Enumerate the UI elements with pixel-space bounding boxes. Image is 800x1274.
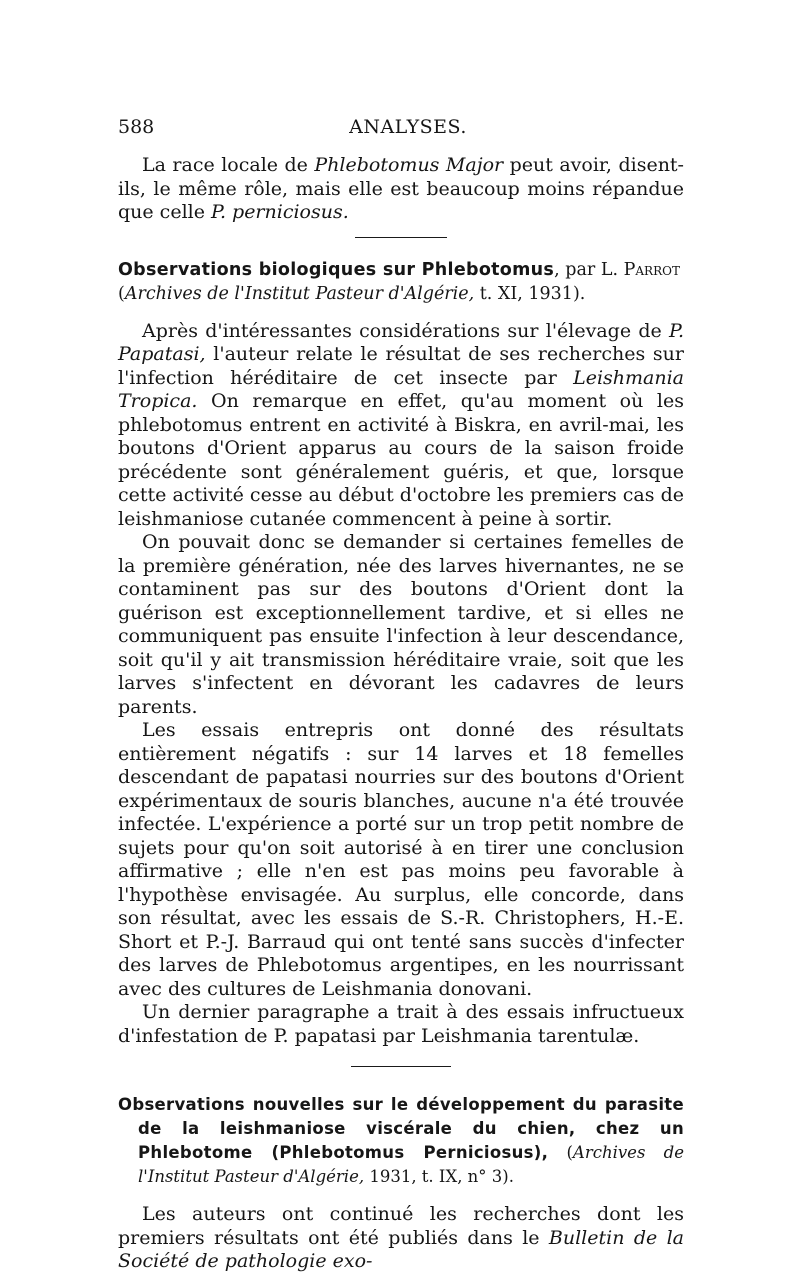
article-1-ref-rest: t. XI, 1931). — [474, 283, 586, 304]
a1p1-parasite: Leishmania Tropica. — [118, 366, 684, 412]
article-1-paragraph-4: Un dernier paragraphe a trait à des essais infructueux d'infestation de P. papatasi par Leishmania tarentulæ. — [118, 1001, 684, 1047]
section-divider-2 — [351, 1066, 451, 1067]
article-2-heading — [118, 1093, 684, 1189]
article-1-paragraph-3: Les essais entrepris ont donné des résultats entièrement négatifs : sur 14 larves et 18 femelles descendant de papatasi nourries sur des boutons d'Orient expérimentaux de souris blanches, aucune n'a été trouvée infectée. L'expérience a porté sur un trop petit nombre de sujets pour qu'on soit autorisé à en tirer une conclusion affirmative ; elle n'en est pas moins peu favorable à l'hypothèse envisagée. Au surplus, elle concorde, dans son résultat, avec les essais de S.-R. Christophers, H.-E. Short et P.-J. Barraud qui ont tenté sans succès d'infecter des larves de Phlebotomus argentipes, en les nourrissant avec des cultures de Leishmania donovani. — [118, 719, 684, 1000]
article-1-par: , par L. — [554, 259, 624, 280]
a1p1-species: P. Papatasi, — [118, 319, 684, 365]
page-header — [118, 112, 684, 142]
article-1-ref-journal: Archives de l'Institut Pasteur d'Algérie, — [124, 283, 475, 304]
a1p1-text-2: l'auteur relate le résultat de ses recherches sur l'infection héréditaire de cet insecte par — [118, 343, 684, 389]
running-head: ANALYSES. — [349, 116, 467, 138]
article-1-author: Parrot — [623, 259, 680, 280]
article-2-paragraph-1 — [118, 1203, 684, 1274]
a1p1-text-1: Après d'intéressantes considérations sur l'élevage de — [142, 319, 670, 342]
article-1-title: Observations biologiques sur Phlebotomus — [118, 259, 555, 280]
article-1-paragraph-1 — [118, 320, 684, 532]
article-2-ref-journal: Archives de l'Institut Pasteur d'Algérie, — [138, 1143, 684, 1186]
continuation-paragraph — [118, 154, 684, 225]
article-2-ref-open: ( — [548, 1143, 573, 1162]
page — [118, 112, 684, 1274]
article-1-paragraph-2: On pouvait donc se demander si certaines femelles de la première génération, née des larves hivernantes, ne se contaminent pas sur des boutons d'Orient dont la guérison est exceptionnellement tardive, et si elles ne communiquent pas ensuite l'infection à leur descendance, soit qu'il y ait transmission héréditaire vraie, soit que les larves s'infectent en dévorant les cadavres de leurs parents. — [118, 531, 684, 718]
article-2-title: Observations nouvelles sur le développement du parasite de la leishmaniose viscérale du chien, chez un Phlebotome (Phlebotomus Perniciosus), — [118, 1095, 684, 1162]
article-1-heading — [118, 258, 684, 306]
a2p1-text-1: Les auteurs ont continué les recherches dont les premiers résultats ont été publiés dans le — [118, 1203, 684, 1249]
article-2-ref-rest: 1931, t. IX, n° 3). — [364, 1167, 514, 1186]
continuation-species-2: P. perniciosus. — [211, 201, 349, 223]
continuation-text-2: peut avoir, disent-ils, le même rôle, mais elle est beaucoup moins répandue que celle — [118, 154, 684, 223]
a1p1-text-3: On remarque en effet, qu'au moment où les phlebotomus entrent en activité à Biskra, en avril-mai, les boutons d'Orient apparus au cours de la saison froide précédente sont généralement guéris, et que, lorsque cette activité cesse au début d'octobre les premiers cas de leishmaniose cutanée commencent à peine à sortir. — [118, 390, 684, 530]
page-number: 588 — [118, 116, 155, 138]
continuation-species: Phlebotomus Major — [314, 154, 504, 176]
article-1-ref-open: ( — [118, 283, 125, 304]
continuation-text-1: La race locale de — [142, 154, 315, 176]
section-divider-1 — [355, 237, 447, 238]
a2p1-journal: Bulletin de la Société de pathologie exo- — [118, 1226, 684, 1272]
article-1-body — [118, 320, 684, 1049]
